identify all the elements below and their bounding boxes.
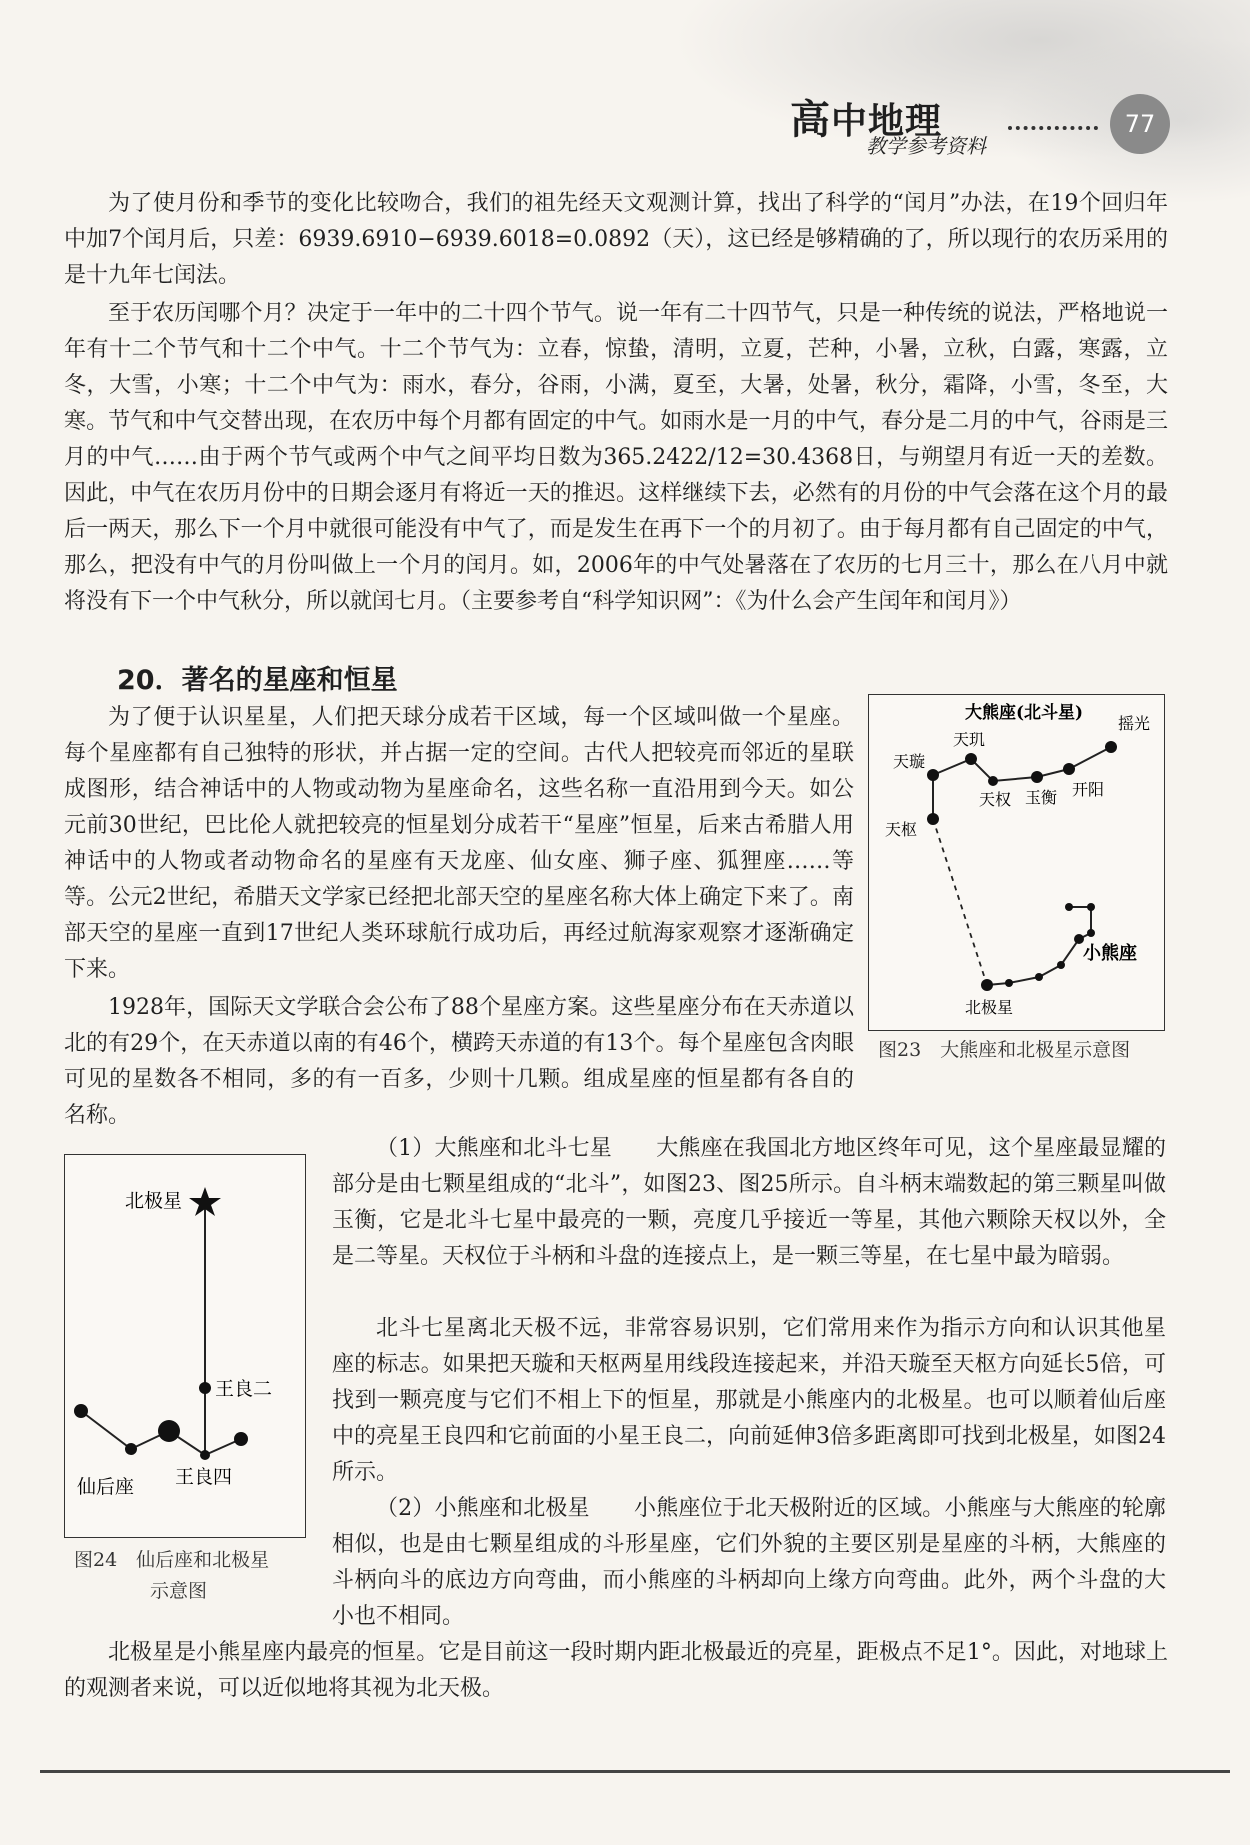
figure-24-caption-line1: 图24 仙后座和北极星 [74, 1549, 270, 1571]
star-umi-7 [1087, 903, 1095, 911]
star-wangliang4 [200, 1450, 210, 1460]
label-yuheng: 玉衡 [1025, 788, 1058, 807]
figure-24-diagram [65, 1155, 305, 1537]
figure-24-caption-line2: 示意图 [150, 1580, 208, 1602]
figure-23-diagram [869, 695, 1164, 1030]
star-polaris [981, 979, 993, 991]
fig23-title: 大熊座(北斗星) [965, 703, 1084, 723]
star-umi-4 [1057, 961, 1065, 969]
figure-23-caption: 图23 大熊座和北极星示意图 [878, 1039, 1131, 1061]
label-tianji: 天玑 [953, 730, 986, 749]
label-kaiyang: 开阳 [1072, 780, 1105, 799]
label-wangliang4: 王良四 [175, 1466, 233, 1488]
star-cas-2 [125, 1443, 137, 1455]
star-tianshu [927, 813, 939, 825]
label-tianshu: 天枢 [885, 820, 918, 839]
paragraph-polaris: 北极星是小熊星座内最亮的恒星。它是目前这一段时期内距北极最近的亮星，距极点不足1°。因此，对地球上的观测者来说，可以近似地将其视为北天极。 [64, 1640, 1168, 1701]
paragraph-solar-terms: 至于农历闰哪个月？决定于一年中的二十四个节气。说一年有二十四节气，只是一种传统的说法，严格地说一年有十二个节气和十二个中气。十二个节气为：立春，惊蛰，清明，立夏，芒种，小暑，立秋，白露，寒露，立冬，大雪，小寒；十二个中气为：雨水，春分，谷雨，小满，夏至，大暑，处暑，秋分，霜降，小雪，冬至，大寒。节气和中气交替出现，在农历中每个月都有固定的中气。如雨水是一月的中气，春分是二月的中气，谷雨是三月的中气……由于两个节气或两个中气之间平均日数为365.2422/12=30.4368日，与朔望月有近一天的差数。因此，中气在农历月份中的日期会逐月有将近一天的推迟。这样继续下去，必然有的月份的中气会落在这个月的最后一两天，那么下一个月中就很可能没有中气了，而是发生在再下一个的月初了。由于每月都有自己固定的中气，那么，把没有中气的月份叫做上一个月的闰月。如，2006年的中气处暑落在了农历的七月三十，那么在八月中就将没有下一个中气秋分，所以就闰七月。（主要参考自“科学知识网”：《为什么会产生闰年和闰月》） [64, 301, 1168, 614]
figure-24-cassiopeia [64, 1154, 306, 1538]
star-umi-2 [1005, 979, 1013, 987]
book-title: 高中地理 [790, 96, 943, 143]
header-dots [1008, 126, 1098, 130]
star-umi-3 [1035, 973, 1043, 981]
star-tianxuan [927, 769, 939, 781]
bottom-rule [40, 1770, 1230, 1773]
star-yaoguang [1105, 741, 1117, 753]
paragraph-big-dipper: （1）大熊座和北斗七星 大熊座在我国北方地区终年可见，这个星座最显耀的部分是由七颗星组成的“北斗”，如图23、图25所示。自斗柄末端数起的第三颗星叫做玉衡，它是北斗七星中最亮的一颗，亮度几乎接近一等星，其他六颗除天权以外，全是二等星。天权位于斗柄和斗盘的连接点上，是一颗三等星，在七星中最为暗弱。 [332, 1136, 1166, 1269]
paragraph-iau-88: 1928年，国际天文学联合会公布了88个星座方案。这些星座分布在天赤道以北的有29个，在天赤道以南的有46个，横跨天赤道的有13个。每个星座包含肉眼可见的星数各不相同，多的有一百多，少则十几颗。组成星座的恒星都有各自的名称。 [64, 995, 854, 1128]
book-subtitle: 教学参考资料 [866, 134, 986, 158]
star-cas-1 [74, 1404, 88, 1418]
label-tianquan: 天权 [979, 790, 1012, 809]
star-tianquan [988, 776, 998, 786]
label-polaris-24: 北极星 [125, 1190, 183, 1212]
paragraph-ursa-minor: （2）小熊座和北极星 小熊座位于北天极附近的区域。小熊座与大熊座的轮廓相似，也是由七颗星组成的斗形星座，它们外貌的主要区别是星座的斗柄，大熊座的斗柄向斗的底边方向弯曲，而小熊座的斗柄却向上缘方向弯曲。此外，两个斗盘的大小也不相同。 [332, 1496, 1166, 1629]
label-polaris: 北极星 [965, 998, 1014, 1017]
label-yaoguang: 摇光 [1118, 714, 1151, 733]
star-umi-8 [1065, 903, 1073, 911]
star-umi-6 [1087, 929, 1095, 937]
page-header [780, 88, 1200, 168]
label-wangliang2: 王良二 [215, 1378, 273, 1400]
star-cas-5 [234, 1432, 248, 1446]
label-ursa-minor: 小熊座 [1083, 943, 1137, 964]
star-yuheng [1031, 771, 1043, 783]
star-wangliang2 [199, 1382, 211, 1394]
section-heading: 20．著名的星座和恒星 [117, 665, 398, 696]
label-cassiopeia: 仙后座 [77, 1476, 135, 1498]
star-kaiyang [1063, 763, 1075, 775]
paragraph-leap-month: 为了使月份和季节的变化比较吻合，我们的祖先经天文观测计算，找出了科学的“闰月”办法，在19个回归年中加7个闰月后，只差：6939.6910−6939.6018=0.0892（天），这已经是够精确的了，所以现行的农历采用的是十九年七闰法。 [64, 191, 1168, 288]
label-tianxuan: 天璇 [893, 752, 926, 771]
star-tianji [965, 753, 977, 765]
figure-23-ursa-major [868, 694, 1165, 1031]
pointer-dashed-line [933, 819, 987, 985]
star-cas-3 [158, 1420, 180, 1442]
paragraph-constellations-intro: 为了便于认识星星，人们把天球分成若干区域，每一个区域叫做一个星座。每个星座都有自己独特的形状，并占据一定的空间。古代人把较亮而邻近的星联成图形，结合神话中的人物或动物为星座命名，这些名称一直沿用到今天。如公元前30世纪，巴比伦人就把较亮的恒星划分成若干“星座”恒星，后来古希腊人用神话中的人物或者动物命名的星座有天龙座、仙女座、狮子座、狐狸座……等等。公元2世纪，希腊天文学家已经把北部天空的星座名称大体上确定下来了。南部天空的星座一直到17世纪人类环球航行成功后，再经过航海家观察才逐渐确定下来。 [64, 705, 854, 982]
paragraph-find-polaris: 北斗七星离北天极不远，非常容易识别，它们常用来作为指示方向和认识其他星座的标志。如果把天璇和天枢两星用线段连接起来，并沿天璇至天枢方向延长5倍，可找到一颗亮度与它们不相上下的恒星，那就是小熊座内的北极星。也可以顺着仙后座中的亮星王良四和它前面的小星王良二，向前延伸3倍多距离即可找到北极星，如图24所示。 [332, 1316, 1166, 1485]
page-number: 77 [1110, 94, 1170, 154]
